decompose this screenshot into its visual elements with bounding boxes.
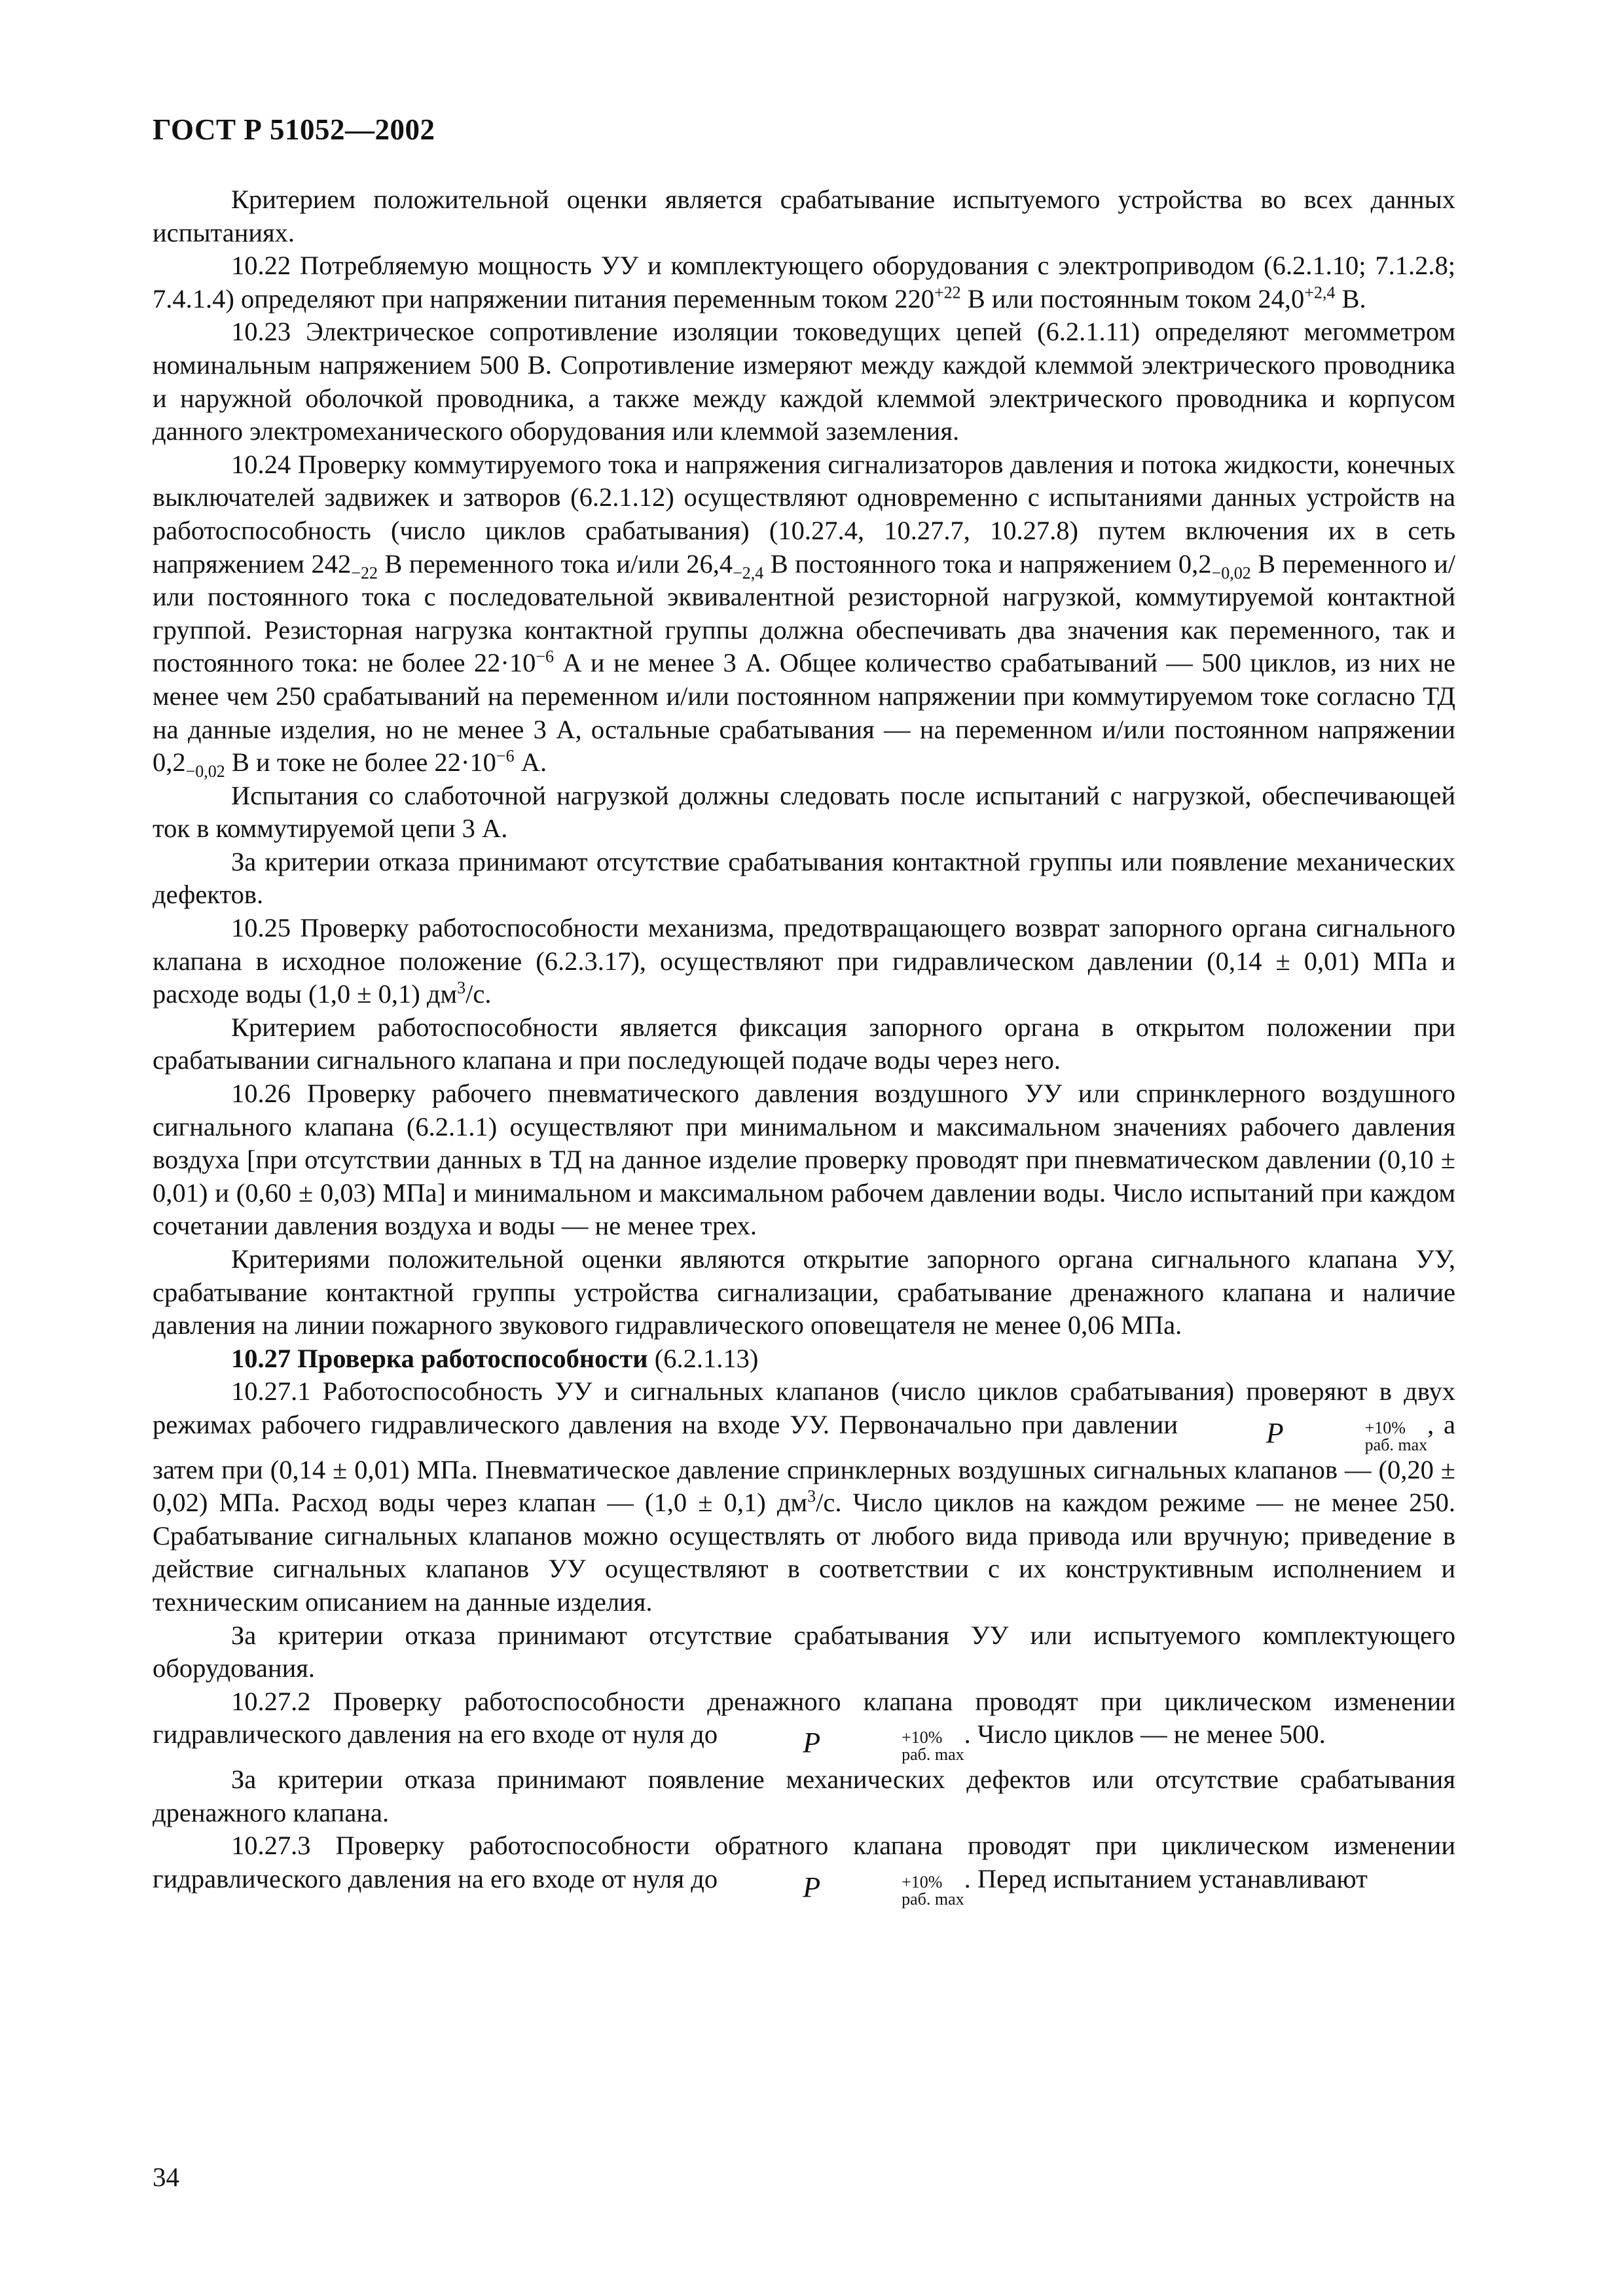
pressure-formula: P +10% раб. max (803, 1727, 964, 1765)
paragraph: Критериями положительной оценки являются открытие запорного органа сигнального клапана УУ, срабатывание контактной группы устройства сигнализации, срабатывание дренажного клапана и наличие давления на линии пожарного звукового гидравлического оповещателя не менее 0,06 МПа. (153, 1244, 1455, 1340)
paragraph-10-23: 10.23 Электрическое сопротивление изоляции токоведущих цепей (6.2.1.11) определяют мегомметром номинальным напряжением 500 В. Сопротивление измеряют между каждой клеммой электрического проводника и наружной оболочкой проводника, а также между каждой клеммой электрического проводника и корпусом данного электромеханического оборудования или клеммой заземления. (153, 317, 1455, 446)
paragraph: За критерии отказа принимают появление механических дефектов или отсутствие срабатывания дренажного клапана. (153, 1765, 1455, 1827)
pressure-formula: P +10% раб. max (1266, 1416, 1428, 1454)
paragraph-10-22: 10.22 Потребляемую мощность УУ и комплектующего оборудования с электроприводом (6.2.1.10; 7.1.2.8; 7.4.1.4) определяют при напряжении питания переменным током $220^{+22}$ В или постоянным током $24,0^{+2,4}$ В. (153, 251, 1455, 314)
paragraph-10-27-1: 10.27.1 Работоспособность УУ и сигнальных клапанов (число циклов срабатывания) проверяют в двух режимах рабочего гидравлического давления на входе УУ. Первоначально при давлении P +10% раб. max , а затем при (0,14 ± 0,01) МПа. Пневматическое давление спринклерных воздушных сигнальных клапанов — (0,20 ± 0,02) МПа. Расход воды через клапан — (1,0 ± 0,1) $дм^3/с$. Число циклов на каждом режиме — не менее 250. Срабатывание сигнальных клапанов можно осуществлять от любого вида привода или вручную; приведение в действие сигнальных клапанов УУ осуществляют в соответствии с их конструктивным исполнением и техническим описанием на данные изделия. (153, 1376, 1455, 1617)
paragraph: За критерии отказа принимают отсутствие срабатывания контактной группы или появление механических дефектов. (153, 846, 1455, 910)
paragraph-10-24: 10.24 Проверку коммутируемого тока и напряжения сигнализаторов давления и потока жидкости, конечных выключателей задвижек и затворов (6.2.1.12) осуществляют одновременно с испытаниями данных устройств на работоспособность (число циклов срабатывания) (10.27.4, 10.27.7, 10.27.8) путем включения их в сеть напряжением $242_{-22}$ В переменного тока и/или $26,4_{-2,4}$ В постоянного тока и напряжением $0,2_{-0,02}$ В переменного и/или постоянного тока с последовательной эквивалентной резисторной нагрузкой, коммутируемой контактной группой. Резисторная нагрузка контактной группы должна обеспечивать два значения как переменного, так и постоянного тока: не более $22\cdot 10^{-6}$ А и не менее 3 А. Общее количество срабатываний — 500 циклов, из них не менее чем 250 срабатываний на переменном и/или постоянном напряжении при коммутируемом токе согласно ТД на данные изделия, но не менее 3 А, остальные срабатывания — на переменном и/или постоянном напряжении $0,2_{-0,02}$ В и токе не более $22\cdot 10^{-6}$ А. (153, 449, 1455, 781)
paragraph: Испытания со слаботочной нагрузкой должны следовать после испытаний с нагрузкой, обеспечивающей ток в коммутируемой цепи 3 А. (153, 780, 1455, 844)
paragraph-10-25: 10.25 Проверку работоспособности механизма, предотвращающего возврат запорного органа сигнального клапана в исходное положение (6.2.3.17), осуществляют при гидравлическом давлении (0,14 ± 0,01) МПа и расходе воды (1,0 ± 0,1) $дм^3/с$. (153, 913, 1455, 1009)
document-header: ГОСТ Р 51052—2002 (153, 113, 435, 146)
paragraph: Критерием работоспособности является фиксация запорного органа в открытом положении при срабатывании сигнального клапана и при последующей подаче воды через него. (153, 1012, 1455, 1075)
paragraph-10-26: 10.26 Проверку рабочего пневматического давления воздушного УУ или спринклерного воздушного сигнального клапана (6.2.1.1) осуществляют при минимальном и максимальном значениях рабочего давления воздуха [при отсутствии данных в ТД на данное изделие проверку проводят при пневматическом давлении (0,10 ± 0,01) и (0,60 ± 0,03) МПа] и минимальном и максимальном рабочем давлении воды. Число испытаний при каждом сочетании давления воздуха и воды — не менее трех. (153, 1079, 1455, 1241)
document-body (153, 183, 1455, 1908)
paragraph: За критерии отказа принимают отсутствие срабатывания УУ или испытуемого комплектующего оборудования. (153, 1620, 1455, 1683)
paragraph-10-27-2: 10.27.2 Проверку работоспособности дренажного клапана проводят при циклическом изменении гидравлического давления на его входе от нуля до P +10% раб. max . Число циклов — не менее 500. (153, 1686, 1455, 1765)
pressure-formula: P +10% раб. max (803, 1871, 964, 1909)
section-heading-10-27: 10.27 Проверка работоспособности (6.2.1.13) (231, 1343, 759, 1373)
paragraph-10-27-3: 10.27.3 Проверку работоспособности обратного клапана проводят при циклическом изменении гидравлического давления на его входе от нуля до P +10% раб. max . Перед испытанием устанавливают (153, 1831, 1455, 1909)
paragraph: Критерием положительной оценки является срабатывание испытуемого устройства во всех данных испытаниях. (153, 185, 1455, 247)
page-number: 34 (153, 2162, 179, 2192)
